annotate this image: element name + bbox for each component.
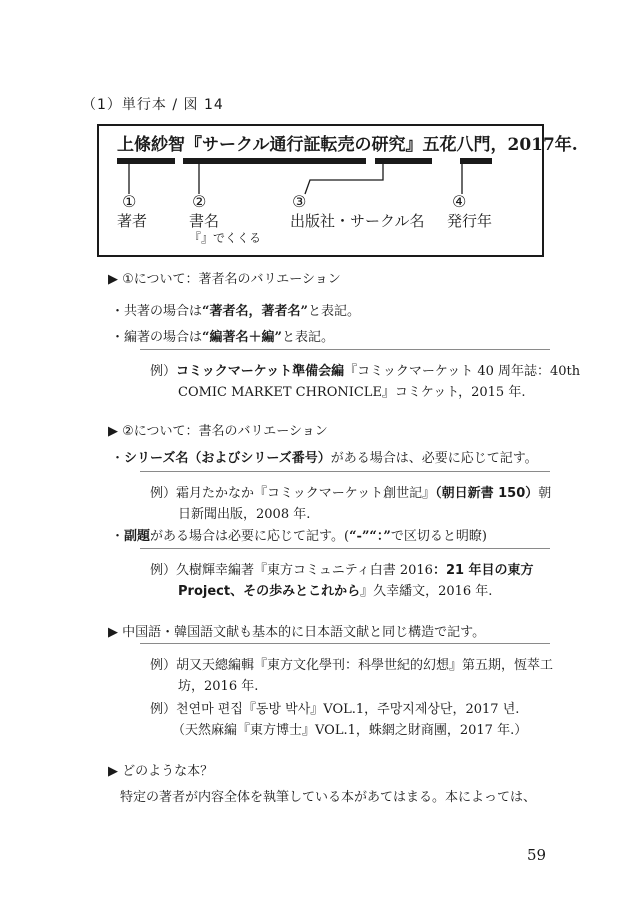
section-1-example-cont: COMIC MARKET CHRONICLE』コミケット，2015 年. [178,385,526,400]
section-1-heading: ▶ ①について：著者名のバリエーション [108,272,341,287]
example-rule [140,643,550,644]
label-publisher: 出版社・サークル名 [290,212,425,230]
section-3-heading: ▶ 中国語・韓国語文献も基本的に日本語文献と同じ構造で記す。 [108,625,486,640]
section-3-example-2: 例）천연마 편집『동방 박사』VOL.1，주망지제상단，2017 년. [150,702,520,717]
section-1-bullet-1: ・共著の場合は“著者名，著者名”と表記。 [111,304,360,319]
label-number-2: ② [192,192,207,211]
label-title: 書名 [189,212,220,230]
section-1-bullet-2: ・編著の場合は“編著名＋編”と表記。 [111,330,334,345]
example-rule [140,548,550,549]
section-2-example-1: 例）霜月たかなか『コミックマーケット創世記』（朝日新書 150）朝 [150,486,552,501]
section-2-bullet-2: ・副題がある場合は必要に応じて記す。(“-”“：”で区切ると明瞭) [111,529,487,544]
section-2-heading: ▶ ②について：書名のバリエーション [108,424,328,439]
section-heading: （1）単行本 / 図 14 [82,97,224,113]
page-number: 59 [527,846,547,864]
section-4-body: 特定の著者が内容全体を執筆している本があてはまる。本によっては、 [120,790,537,805]
section-2-example-2-cont: Project、その歩みとこれから』久幸繙文，2016 年. [178,584,493,599]
label-number-4: ④ [452,192,467,211]
label-number-3: ③ [292,192,307,211]
section-3-example-1: 例）胡又天總編輯『東方文化學刊：科學世紀的幻想』第五期，恆萃工 [150,658,554,673]
label-title-note: 『』でくくる [189,231,262,245]
label-number-1: ① [122,192,137,211]
label-year: 発行年 [447,212,493,230]
section-4-heading: ▶ どのような本？ [108,764,214,779]
label-author: 著者 [117,212,148,230]
section-1-example: 例）コミックマーケット準備会編『コミックマーケット 40 周年誌：40th [150,364,581,379]
section-3-example-1-cont: 坊，2016 年. [178,679,259,694]
section-3-example-2-translation: （天然麻編『東方博士』VOL.1，蛛網之財商團，2017 年.） [172,723,528,738]
example-citation: 上條紗智『サークル通行証転売の研究』五花八門，2017年. [117,135,578,155]
section-2-example-1-cont: 日新聞出版，2008 年. [178,507,311,522]
section-2-example-2: 例）久樹輝幸編著『東方コミュニティ白書 2016：21 年目の東方 [150,563,534,578]
example-rule [140,349,550,350]
section-2-bullet-1: ・シリーズ名（およびシリーズ番号）がある場合は、必要に応じて記す。 [111,451,538,466]
example-rule [140,471,550,472]
